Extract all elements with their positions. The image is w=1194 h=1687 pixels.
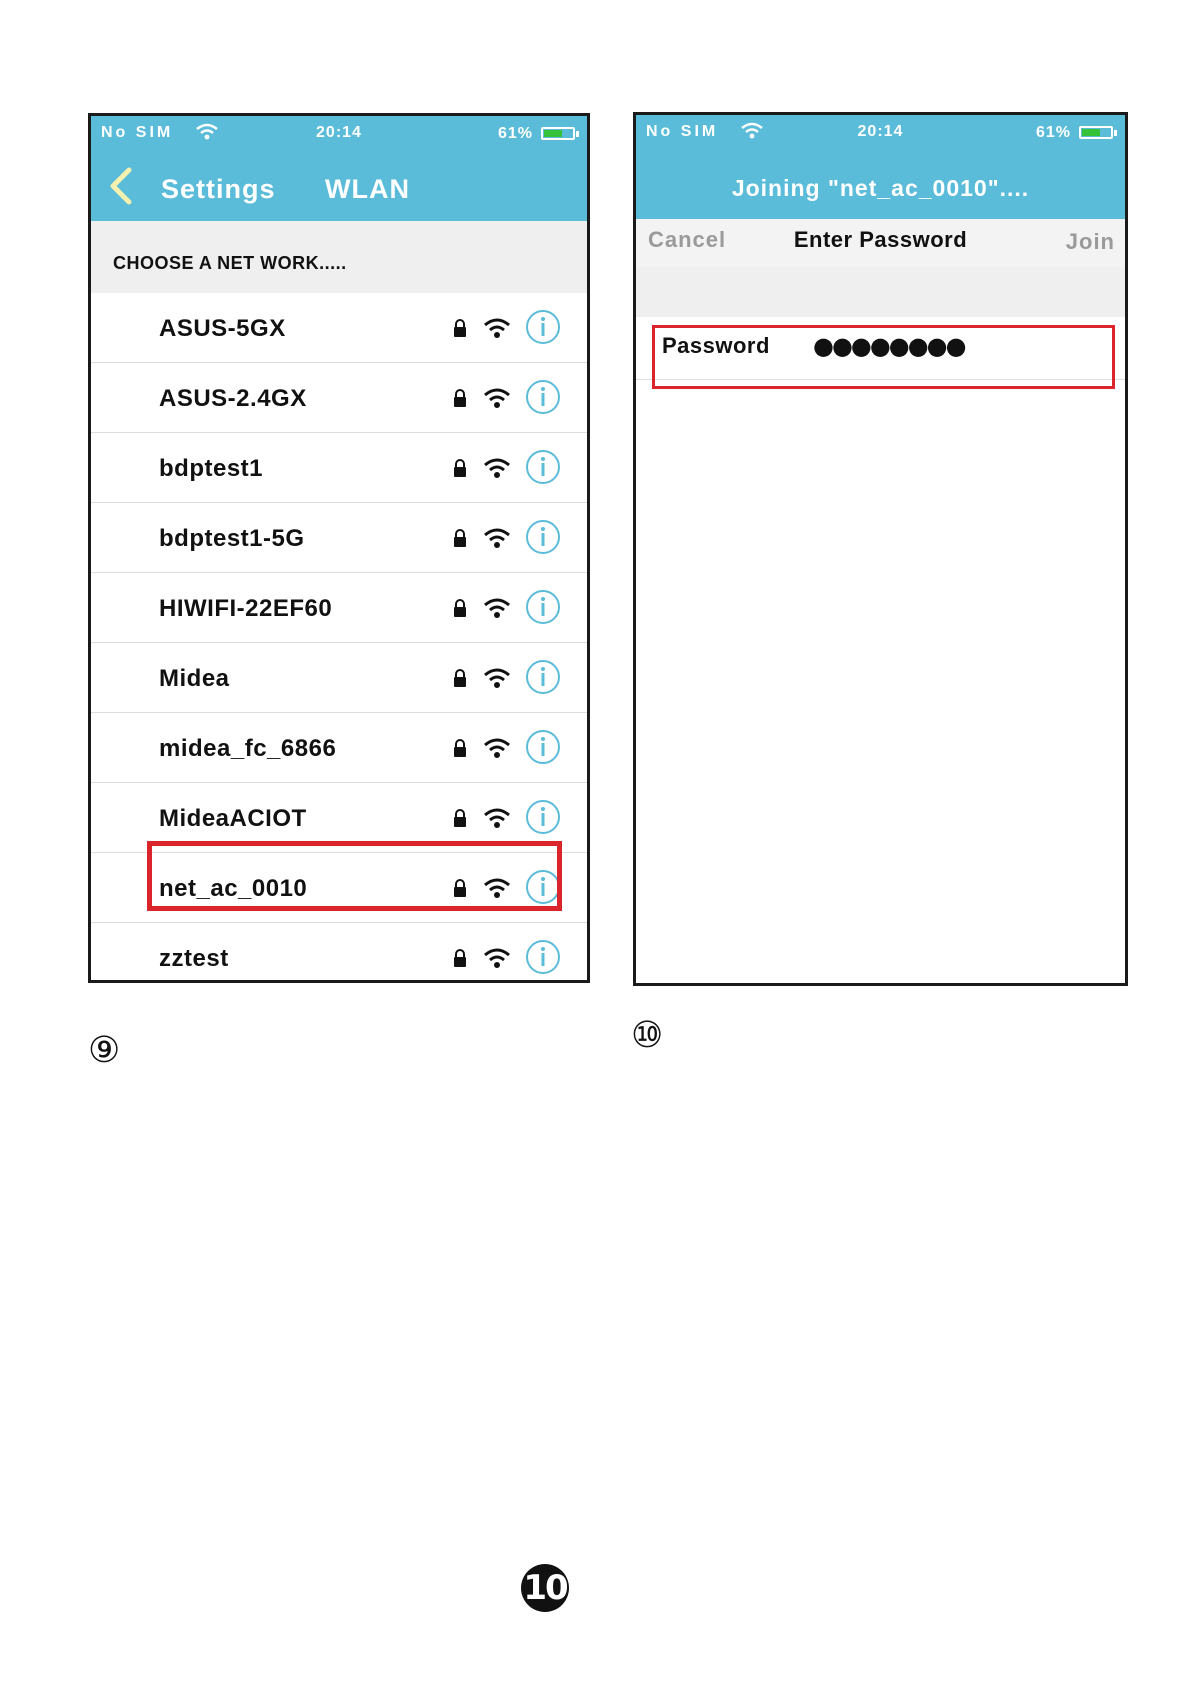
battery-icon (1079, 126, 1113, 139)
network-row[interactable] (91, 503, 587, 573)
lock-icon (453, 669, 467, 687)
network-name: midea_fc_6866 (159, 735, 337, 762)
section-header-label: CHOOSE A NET WORK..... (113, 253, 347, 273)
info-icon[interactable] (525, 939, 561, 975)
password-label: Password (662, 333, 770, 358)
info-icon[interactable] (525, 799, 561, 835)
info-icon[interactable] (525, 659, 561, 695)
lock-icon (453, 529, 467, 547)
info-icon[interactable] (525, 309, 561, 345)
network-row[interactable] (91, 713, 587, 783)
cancel-button[interactable]: Cancel (648, 227, 727, 252)
wifi-signal-icon (483, 667, 511, 689)
lock-icon (453, 319, 467, 337)
network-row[interactable] (91, 433, 587, 503)
network-row[interactable] (91, 293, 587, 363)
status-bar (636, 115, 1125, 151)
navigation-bar (91, 152, 587, 221)
joining-title-bar (636, 151, 1125, 219)
wlan-settings-screen (88, 113, 590, 983)
network-name: MideaACIOT (159, 805, 307, 832)
carrier-label: No SIM (101, 124, 174, 141)
network-name: zztest (159, 945, 229, 972)
wifi-signal-icon (483, 597, 511, 619)
wifi-signal-icon (483, 317, 511, 339)
page-number: 10 (521, 1564, 569, 1612)
wifi-signal-icon (483, 387, 511, 409)
joining-title: Joining "net_ac_0010".... (731, 175, 1030, 201)
info-icon[interactable] (525, 729, 561, 765)
battery-percent: 61% (1035, 124, 1071, 141)
battery-percent: 61% (497, 125, 533, 142)
step-number-10: ⑩ (631, 1015, 664, 1056)
lock-icon (453, 949, 467, 967)
enter-password-screen (633, 112, 1128, 986)
lock-icon (453, 389, 467, 407)
network-name: HIWIFI-22EF60 (159, 595, 333, 622)
info-icon[interactable] (525, 379, 561, 415)
back-chevron-icon[interactable] (105, 166, 135, 206)
join-button[interactable]: Join (1065, 229, 1115, 254)
back-to-settings-button[interactable]: Settings (161, 174, 276, 204)
network-name: ASUS-2.4GX (159, 385, 307, 412)
lock-icon (453, 599, 467, 617)
carrier-label: No SIM (646, 123, 719, 140)
password-highlight (652, 325, 1115, 389)
info-icon[interactable] (525, 589, 561, 625)
network-row[interactable] (91, 573, 587, 643)
selected-network-highlight (147, 841, 562, 911)
lock-icon (453, 809, 467, 827)
status-time: 20:14 (857, 123, 904, 140)
wifi-signal-icon (483, 737, 511, 759)
wifi-signal-icon (483, 807, 511, 829)
wifi-signal-icon (483, 947, 511, 969)
wifi-signal-icon (483, 527, 511, 549)
status-bar (91, 116, 587, 152)
wifi-signal-icon (483, 457, 511, 479)
network-name: Midea (159, 665, 230, 692)
status-time: 20:14 (316, 124, 362, 141)
lock-icon (453, 739, 467, 757)
network-row[interactable] (91, 643, 587, 713)
network-name: net_ac_0010 (159, 875, 308, 902)
network-name: ASUS-5GX (159, 315, 286, 342)
info-icon[interactable] (525, 519, 561, 555)
lock-icon (453, 459, 467, 477)
network-name: bdptest1-5G (159, 525, 305, 552)
network-row[interactable] (91, 363, 587, 433)
section-header (91, 221, 587, 293)
battery-icon (541, 127, 575, 140)
spacer (636, 267, 1125, 317)
step-number-9: ⑨ (88, 1030, 121, 1071)
network-row[interactable] (91, 923, 587, 983)
info-icon[interactable] (525, 449, 561, 485)
network-name: bdptest1 (159, 455, 264, 482)
enter-password-title: Enter Password (793, 227, 968, 252)
page-title: WLAN (325, 174, 410, 204)
password-toolbar (636, 219, 1125, 267)
